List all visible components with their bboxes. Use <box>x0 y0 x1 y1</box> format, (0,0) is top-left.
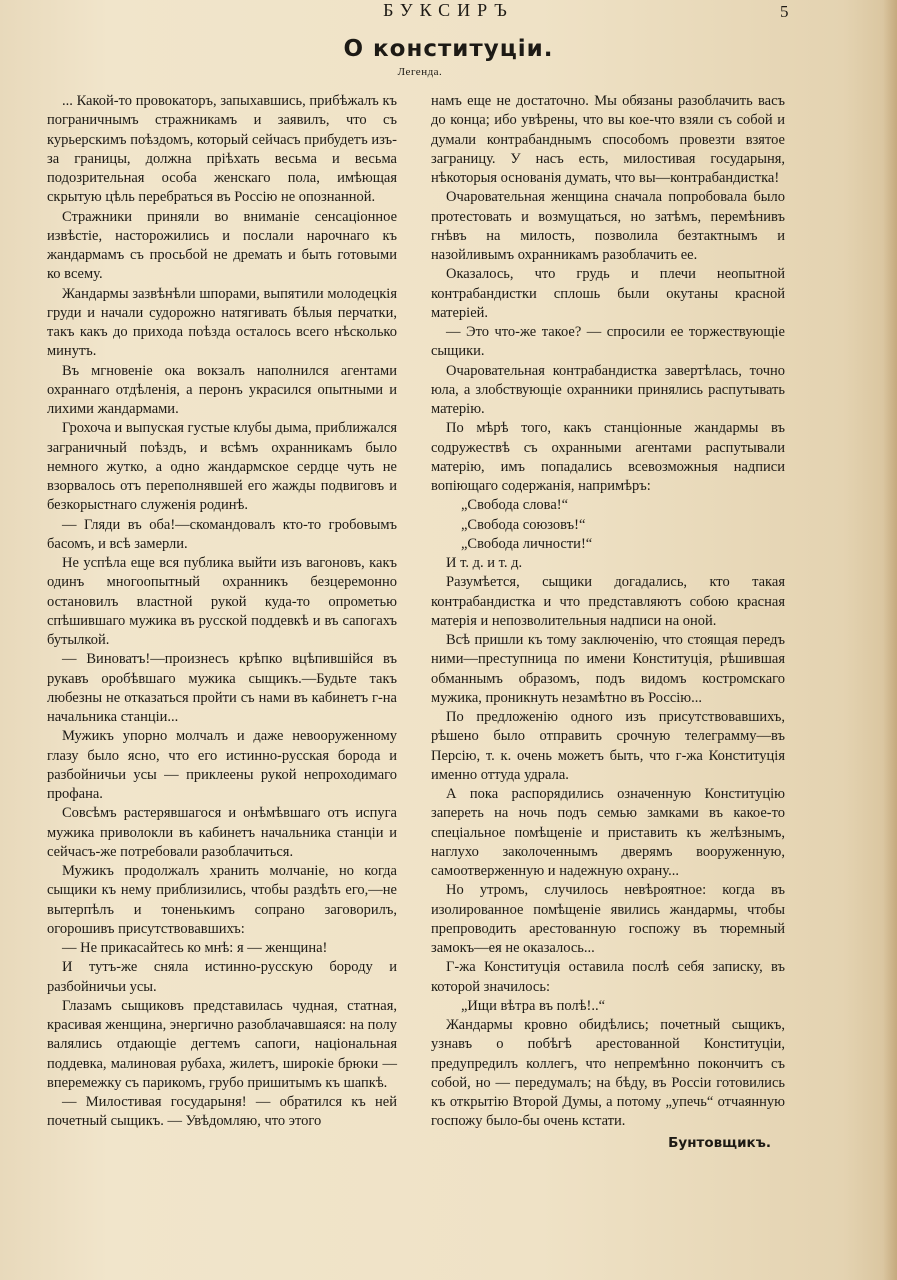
paragraph: Г-жа Конституція оставила послѣ себя записку, въ которой значилось: <box>431 959 785 995</box>
left-column <box>47 92 397 1132</box>
paragraph: Мужикъ упорно молчалъ и даже невооруженному глазу было ясно, что его истинно-русская борода и разбойничьи усы — приклеены рукой непроходимаго профана. <box>47 728 397 802</box>
paragraph: — Это что-же такое? — спросили ее торжествующіе сыщики. <box>431 324 785 360</box>
paragraph: — Виноватъ!—произнесъ крѣпко вцѣпившійся въ рукавъ оробѣвшаго мужика сыщикъ.—Будьте такъ любезны не отказаться пройти съ нами въ кабинетъ г-на начальника станціи... <box>47 651 397 725</box>
paragraph: Разумѣется, сыщики догадались, кто такая контрабандистка и что представляютъ собою красная матерія и непозволительныя надписи на оной. <box>431 574 785 629</box>
paragraph: — Милостивая государыня! — обратился къ ней почетный сыщикъ. — Увѣдомляю, что этого <box>47 1094 397 1130</box>
paragraph: И тутъ-же сняла истинно-русскую бороду и разбойничьи усы. <box>47 959 397 995</box>
paragraph: — Не прикасайтесь ко мнѣ: я — женщина! <box>62 940 328 956</box>
paragraph: Очаровательная контрабандистка завертѣлась, точно юла, а злобствующіе охранники принялись распутывать матерію. <box>431 362 785 417</box>
paragraph: А пока распорядились означенную Конституцію запереть на ночь подъ семью замками въ какое-то спеціальное помѣщеніе и приставить къ желѣзнымъ, наглухо заколоченнымъ дверямъ вооруженную, самоотверженную и надежную охрану... <box>431 786 785 879</box>
paragraph: Глазамъ сыщиковъ представилась чудная, статная, красивая женщина, энергично разоблачавшаяся: на полу валялись отдающіе дегтемъ сапоги, національная поддевка, малиновая рубаха, жилетъ, широкіе брюки — вперемежку съ парикомъ, грубо пришитымъ къ шапкѣ. <box>47 997 397 1091</box>
slogan-quote: „Свобода личности!“ <box>461 535 593 552</box>
paragraph: Жандармы зазвѣнѣли шпорами, выпятили молодецкія груди и начали судорожно натягивать бѣлыя перчатки, такъ какъ до прихода поѣзда осталось всего нѣсколько минутъ. <box>47 285 397 360</box>
article-subtitle: Легенда. <box>397 66 443 78</box>
running-head <box>0 0 897 26</box>
right-column <box>431 92 785 1153</box>
paragraph: По предложенію одного изъ присутствовавшихъ, рѣшено было отправить срочную телеграмму—въ Персію, т. к. очень можетъ быть, что г-жа Конституція именно оттуда удрала. <box>431 709 785 783</box>
paragraph: Очаровательная женщина сначала попробовала было протестовать и возмущаться, но затѣмъ, перемѣнивъ гнѣвъ на милость, позволила безтактнымъ и назойливымъ охранникамъ разоблачить ее. <box>431 189 785 263</box>
paragraph: Совсѣмъ растерявшагося и онѣмѣвшаго отъ испуга мужика приволокли въ кабинетъ начальника станціи и сейчасъ-же потребовали разоблачиться. <box>47 805 397 860</box>
paragraph: — Гляди въ оба!—скомандовалъ кто-то гробовымъ басомъ, и всѣ замерли. <box>47 516 397 552</box>
paragraph: По мѣрѣ того, какъ станціонные жандармы въ содружествѣ съ охранными агентами распутывали матерію, имъ попадались всевозможныя надписи вопіющаго содержанія, напримѣръ: <box>431 420 785 494</box>
slogan-quote: „Свобода слова!“ <box>461 497 569 514</box>
journal-name: БУКСИРЪ <box>383 0 514 20</box>
paragraph: Оказалось, что грудь и плечи неопытной контрабандистки сплошь были окутаны красной матеріей. <box>431 266 785 321</box>
author-signature: Бунтовщикъ. <box>668 1134 771 1151</box>
paragraph: ... Какой-то провокаторъ, запыхавшись, прибѣжалъ къ пограничнымъ стражникамъ и заявилъ, что съ курьерскимъ поѣздомъ, который сейчасъ прибудетъ изъ-за границы, должна пріѣхать весьма и весьма подозрительная особа женскаго пола, имѣющая скрытую цѣль перебраться въ Россію не опознанной. <box>47 93 397 206</box>
paragraph: Жандармы кровно обидѣлись; почетный сыщикъ, узнавъ о побѣгѣ арестованной Конституціи, предупредилъ коллегъ, что непремѣнно покончитъ съ собой, но — передумалъ; на бѣду, въ Россіи готовились къ открытію Второй Думы, а потому „упечь“ отчаянную госпожу было-бы очень кстати. <box>431 1017 785 1130</box>
page-number: 5 <box>780 2 789 21</box>
paragraph: Мужикъ продолжалъ хранить молчаніе, но когда сыщики къ нему приблизились, чтобы раздѣть его,—не вытерпѣлъ и тоненькимъ сопрано заговорилъ, огорошивъ присутствовавшихъ: <box>47 863 397 937</box>
page-edge-stain <box>883 0 897 1280</box>
paragraph: Всѣ пришли къ тому заключенію, что стоящая передъ ними—преступница по имени Конституція, рѣшившая обманнымъ образомъ, подъ видомъ костромскаго мужика, проникнуть незамѣтно въ Россію... <box>431 632 785 706</box>
paragraph: Но утромъ, случилось невѣроятное: когда въ изолированное помѣщеніе явились жандармы, чтобы препроводить арестованную госпожу въ тюремный замокъ—ея не оказалось... <box>431 882 785 956</box>
paragraph: И т. д. и т. д. <box>446 555 523 571</box>
article-title: О конституціи. <box>343 36 554 62</box>
note-quote: „Ищи вѣтра въ полѣ!..“ <box>461 997 606 1014</box>
paragraph: Въ мгновеніе ока вокзалъ наполнился агентами охраннаго отдѣленія, а перонъ украсился опытными и лихими жандармами. <box>47 362 397 417</box>
paragraph: намъ еще не достаточно. Мы обязаны разоблачить васъ до конца; ибо увѣрены, что вы кое-что взяли съ собой и думали контрабанднымъ способомъ провезти взятое заграницу. У насъ есть, милостивая государыня, нѣкоторыя основанія думать, что вы—контрабандистка! <box>431 93 785 186</box>
slogan-quote: „Свобода союзовъ!“ <box>461 516 586 533</box>
paragraph: Стражники приняли во вниманіе сенсаціонное извѣстіе, насторожились и послали нарочнаго къ жандармамъ съ просьбой не дремать и быть готовыми ко всему. <box>47 208 397 283</box>
paragraph: Грохоча и выпуская густые клубы дыма, приближался заграничный поѣздъ, и всѣмъ охранникамъ было немного жутко, а одно жандармское сердце чуть не взорвалось отъ переполнявшей его жажды подвиговъ и безкорыстнаго служенія родинѣ. <box>47 420 397 514</box>
paragraph: Не успѣла еще вся публика выйти изъ вагоновъ, какъ одинъ многоопытный охранникъ безцеремонно остановилъ властной рукой куда-то опрометью спѣшившаго мужика въ русской поддевкѣ и въ сапогахъ бутылкой. <box>47 555 397 648</box>
